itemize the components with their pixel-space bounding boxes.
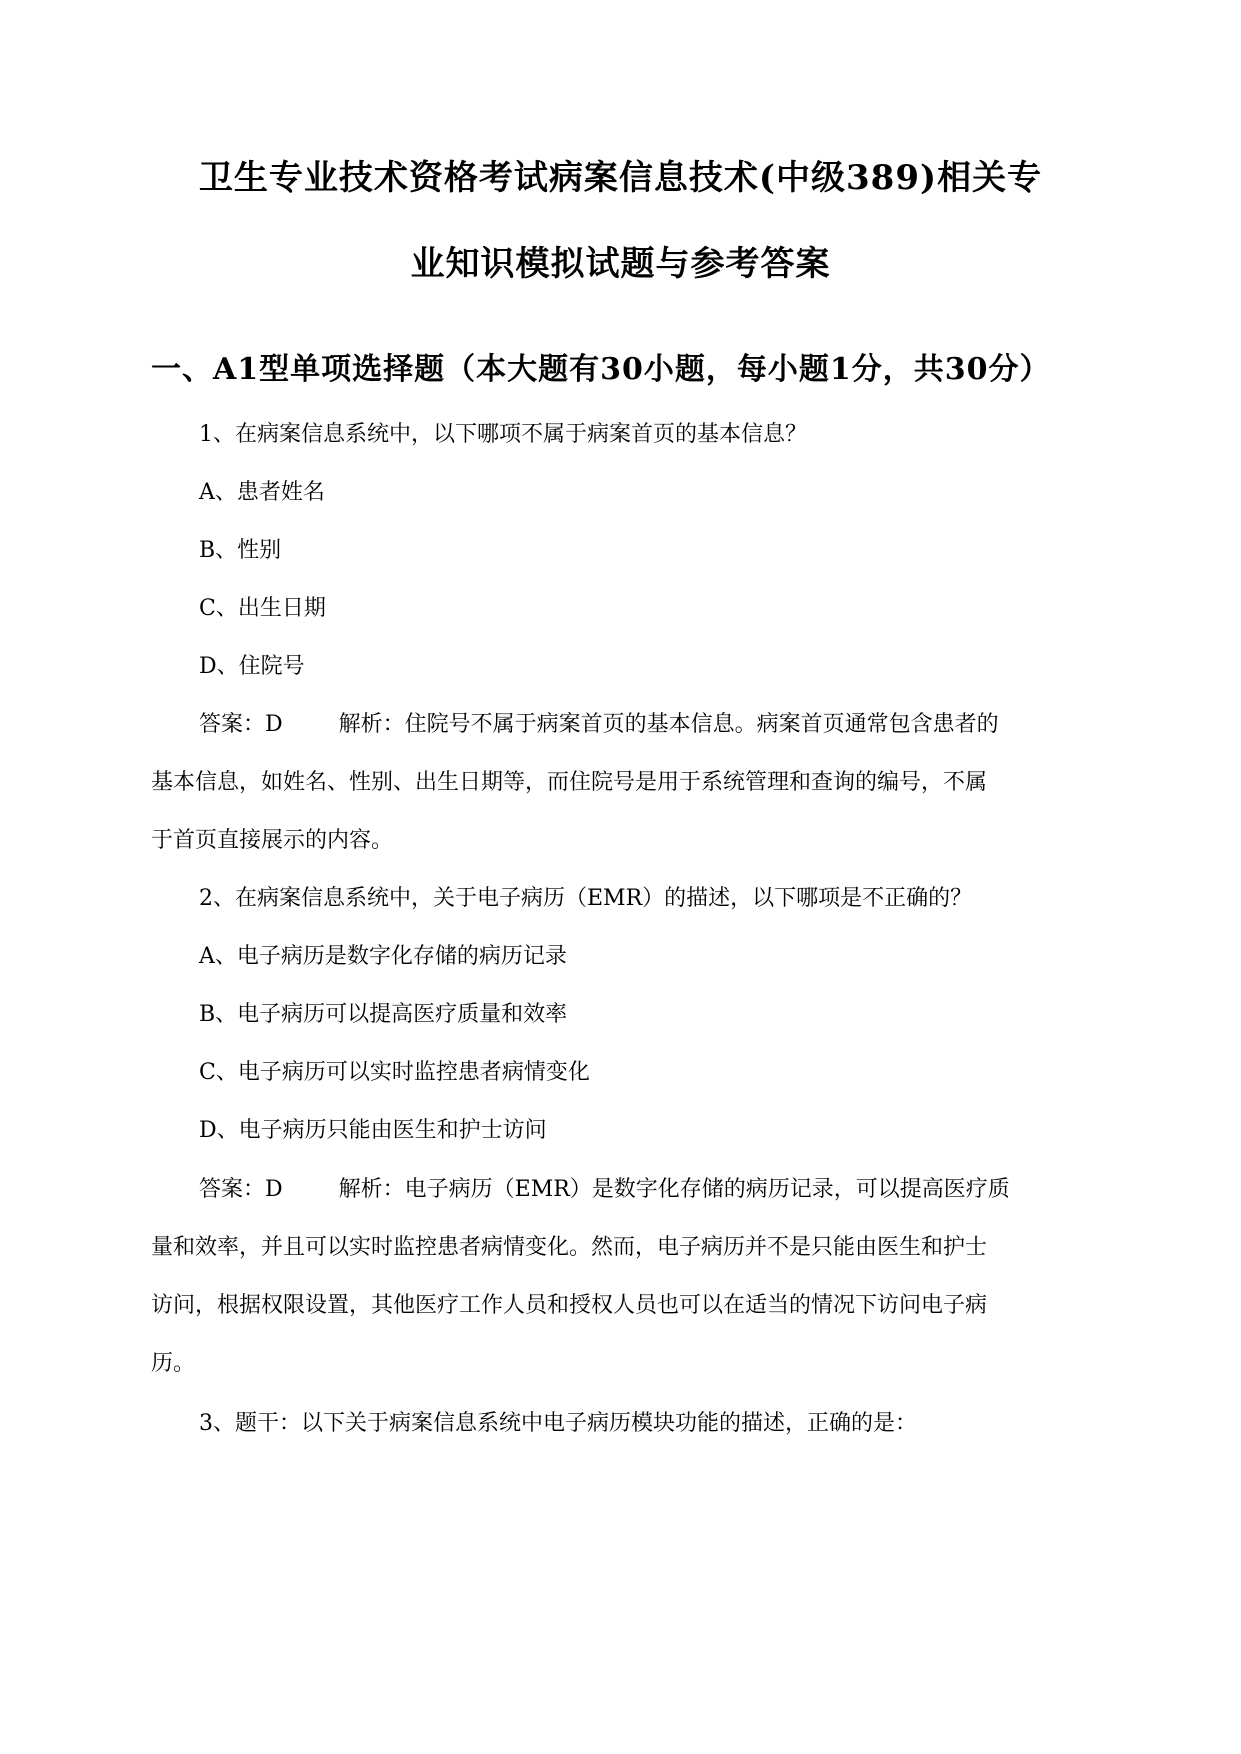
question-1-analysis-line-2: 基本信息，如姓名、性别、出生日期等，而住院号是用于系统管理和查询的编号，不属: [151, 770, 988, 795]
question-2-option-c: C、电子病历可以实时监控患者病情变化: [199, 1060, 590, 1085]
question-1-answer: 答案：D: [199, 712, 283, 737]
question-1-option-a: A、患者姓名: [199, 480, 325, 505]
question-2-analysis-line-2: 量和效率，并且可以实时监控患者病情变化。然而，电子病历并不是只能由医生和护士: [151, 1235, 988, 1260]
question-1-option-c: C、出生日期: [199, 596, 326, 621]
question-1-option-b: B、性别: [199, 538, 282, 563]
question-2-analysis-line-1: 解析：电子病历（EMR）是数字化存储的病历记录，可以提高医疗质: [338, 1177, 1010, 1202]
question-1-option-d: D、住院号: [199, 654, 305, 679]
question-2-option-b: B、电子病历可以提高医疗质量和效率: [199, 1002, 568, 1027]
question-1-stem: 1、在病案信息系统中，以下哪项不属于病案首页的基本信息？: [199, 422, 807, 447]
question-2-analysis-line-3: 访问，根据权限设置，其他医疗工作人员和授权人员也可以在适当的情况下访问电子病: [151, 1293, 988, 1318]
question-2-answer: 答案：D: [199, 1177, 283, 1202]
question-2-option-d: D、电子病历只能由医生和护士访问: [199, 1118, 547, 1143]
question-2-answer-row: [199, 1175, 1010, 1205]
question-2-analysis-line-4: 历。: [151, 1351, 196, 1376]
document-title-line-2: 业知识模拟试题与参考答案: [410, 244, 831, 284]
question-1-analysis-line-1: 解析：住院号不属于病案首页的基本信息。病案首页通常包含患者的: [338, 712, 999, 737]
question-3-stem: 3、题干：以下关于病案信息系统中电子病历模块功能的描述，正确的是：: [199, 1411, 917, 1436]
section-heading: 一、A1型单项选择题（本大题有30小题，每小题1分，共30分）: [151, 352, 1051, 387]
question-1-analysis-line-3: 于首页直接展示的内容。: [151, 828, 394, 853]
question-1-answer-row: [199, 710, 999, 740]
document-title-line-1: 卫生专业技术资格考试病案信息技术(中级389)相关专: [198, 158, 1043, 198]
question-2-option-a: A、电子病历是数字化存储的病历记录: [199, 944, 567, 969]
question-2-stem: 2、在病案信息系统中，关于电子病历（EMR）的描述，以下哪项是不正确的？: [199, 886, 973, 911]
